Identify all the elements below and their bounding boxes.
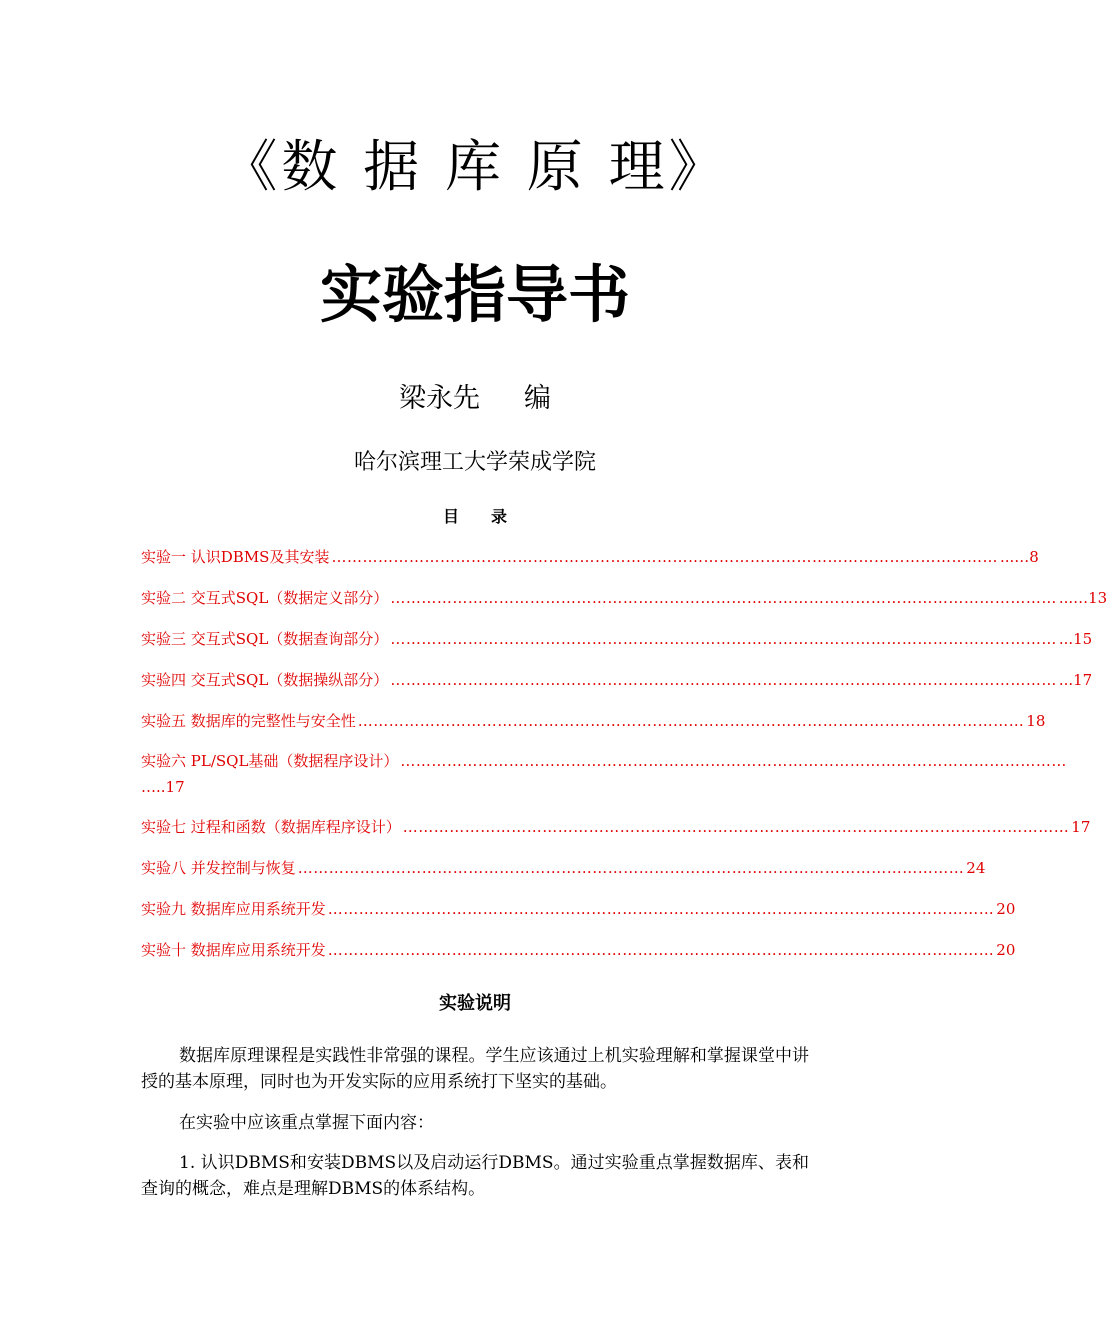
toc-item-label: 实验十 数据库应用系统开发	[141, 941, 326, 959]
toc-item[interactable]	[141, 709, 1046, 733]
school-name: 哈尔滨理工大学荣成学院	[353, 450, 596, 475]
toc-item-page: 20	[996, 941, 1016, 959]
toc-heading: 目 录	[442, 507, 507, 526]
toc-item-page: 17	[1071, 818, 1091, 836]
toc-item[interactable]	[141, 748, 1067, 800]
toc-leader: …………………………………………………………………………………………………………………	[297, 859, 965, 877]
toc-item-page: 24	[966, 859, 986, 877]
toc-item-page: ...17	[1058, 671, 1093, 689]
section-title: 实验说明	[439, 993, 511, 1014]
toc-item-label: 实验六 PL/SQL基础（数据程序设计）	[141, 752, 399, 770]
toc-item-page: …..17	[141, 778, 185, 796]
toc-item-label: 实验二 交互式SQL（数据定义部分）	[141, 589, 389, 607]
toc-item[interactable]	[141, 897, 1016, 921]
body-paragraph: 在实验中应该重点掌握下面内容：	[179, 1113, 434, 1133]
toc-leader: …………………………………………………………………………………………………………………	[357, 712, 1025, 730]
document-title: 《数 据 库 原 理》	[221, 135, 729, 200]
author-role: 编	[524, 383, 551, 414]
toc-leader: …………………………………………………………………………………………………………………	[390, 630, 1057, 648]
toc-item[interactable]	[141, 856, 986, 880]
author-line	[0, 380, 950, 418]
toc-item[interactable]	[141, 668, 1093, 692]
toc-item-page: 18	[1026, 712, 1046, 730]
toc-item-label: 实验八 并发控制与恢复	[141, 859, 296, 877]
toc-leader: …………………………………………………………………………………………………………………	[400, 752, 1067, 770]
toc-item[interactable]	[141, 586, 1107, 610]
toc-leader: …………………………………………………………………………………………………………………	[402, 818, 1070, 836]
toc-leader: …………………………………………………………………………………………………………………	[390, 671, 1057, 689]
toc-leader: …………………………………………………………………………………………………………………	[327, 900, 995, 918]
toc-item-label: 实验七 过程和函数（数据库程序设计）	[141, 818, 401, 836]
toc-leader: …………………………………………………………………………………………………………………	[390, 589, 1057, 607]
toc-item-label: 实验九 数据库应用系统开发	[141, 900, 326, 918]
toc-item[interactable]	[141, 545, 1039, 569]
toc-leader: …………………………………………………………………………………………………………………	[331, 548, 998, 566]
author-name: 梁永先	[399, 383, 480, 414]
toc-item-page: 20	[996, 900, 1016, 918]
document-subtitle: 实验指导书	[319, 258, 630, 331]
body-paragraph: 数据库原理课程是实践性非常强的课程。学生应该通过上机实验理解和掌握课堂中讲授的基本原理，同时也为开发实际的应用系统打下坚实的基础。	[141, 1046, 809, 1092]
body-paragraph: 1. 认识DBMS和安装DBMS以及启动运行DBMS。通过实验重点掌握数据库、表和查询的概念，难点是理解DBMS的体系结构。	[141, 1153, 809, 1199]
toc-item[interactable]	[141, 627, 1093, 651]
toc-item-label: 实验五 数据库的完整性与安全性	[141, 712, 356, 730]
toc-item[interactable]	[141, 938, 1016, 962]
toc-item-label: 实验三 交互式SQL（数据查询部分）	[141, 630, 389, 648]
toc-item-label: 实验四 交互式SQL（数据操纵部分）	[141, 671, 389, 689]
toc-leader: …………………………………………………………………………………………………………………	[327, 941, 995, 959]
toc-item-page: ...…13	[1058, 589, 1107, 607]
toc-item-page: ...15	[1058, 630, 1093, 648]
toc-item-page: ...…8	[999, 548, 1039, 566]
toc-item[interactable]	[141, 815, 1091, 839]
toc-item-label: 实验一 认识DBMS及其安装	[141, 548, 330, 566]
